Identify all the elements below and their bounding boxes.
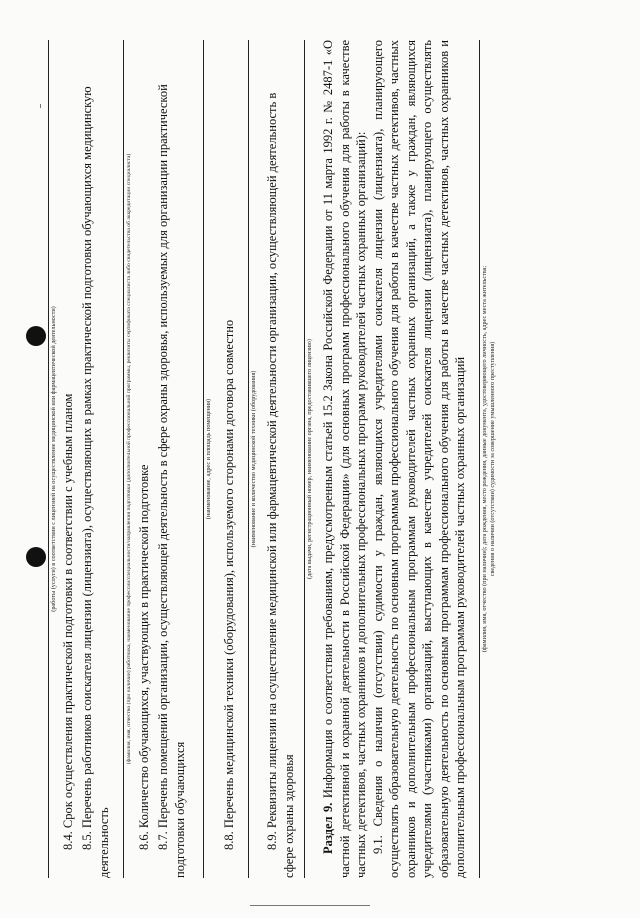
item-8-9-line2: сфере охраны здоровья xyxy=(282,754,296,878)
caption-founders: (фамилия, имя, отчество (при наличии); дата рождения, место рождения, данные документа, удостоверяющего личность, адрес места жительства; xyxy=(480,265,488,653)
caption-premises: (наименование, адрес и площадь помещения) xyxy=(205,398,212,520)
blank-line-premises xyxy=(203,40,204,878)
section-9-paragraph xyxy=(320,40,370,878)
document-body xyxy=(40,40,497,878)
section-9-text: Информация о соответствии требованиям, предусмотренным статьей 15.2 Закона Российской Федерации от 11 марта 1992 г. № 2487-1 «О частной детективной и охранной деятельности в Российской Федерации» (для основных программ профессионального обучения для работы в качестве частных детективов, частных охранников и дополнительных профессиональных программ руководителей частных охранных организаций): xyxy=(321,40,368,878)
blank-line-works xyxy=(48,40,49,878)
blank-line-founders xyxy=(479,40,480,878)
item-8-8: 8.8. Перечень медицинской техники (оборудования), используемого сторонами договора совместно xyxy=(222,319,236,850)
item-9-1: 9.1. Сведения о наличии (отсутствии) судимости у граждан, являющихся учредителями соискателя лицензии (лицензиата), планирующего осуществлять образовательную деятельность по основным программам профессионального обучения для работы в качестве частных детективов, частных охранников и дополнительным профессиональным программам руководителей частных охранных организаций, а также у граждан, являющихся учредителями (участниками) организаций, выступающих в качестве учредителей соискателя лицензии (лицензиата), планирующего осуществлять образовательную деятельность по основным программам профессионального обучения для работы в качестве частных детективов, частных охранников и дополнительным профессиональным программам руководителей частных охранных организаций xyxy=(370,40,467,878)
section-9-heading: Раздел 9. xyxy=(321,802,335,854)
blank-line-license xyxy=(304,40,305,878)
caption-works-services: (работы (услуги) в соответствии с лицензией на осуществление медицинской или фармацевтической деятельности) xyxy=(50,306,57,612)
caption-equipment: (наименование и количество медицинской техники (оборудования) xyxy=(250,370,257,548)
item-8-5-line2: деятельность xyxy=(97,807,111,878)
item-8-4: 8.4. Срок осуществления практической подготовки в соответствии с учебным планом xyxy=(61,393,75,850)
caption-staff-names: (фамилия, имя, отчество (при наличии) работника, наименование профессии/специальности/направления подготовки (дополнительной профессиональной программы, реквизиты сертификата специалиста либо свидетельства об аккредитации специалиста) xyxy=(126,153,132,765)
caption-license-details: (дата выдачи, регистрационный номер, наименование органа, предоставившего лицензию) xyxy=(306,339,313,579)
caption-founders-2: сведения о наличии (отсутствии) судимости за совершение умышленного преступления) xyxy=(488,341,496,577)
item-8-5-line1: 8.5. Перечень работников соискателя лицензии (лицензиата), осуществляющих в рамках практической подготовки обучающихся медицинскую xyxy=(80,86,94,850)
item-8-7-line1: 8.7. Перечень помещений организации, осуществляющей деятельность в сфере охраны здоровья, используемых для организации практической xyxy=(156,84,170,850)
blank-line-equipment xyxy=(248,40,249,878)
item-8-7-line2: подготовки обучающихся xyxy=(173,741,187,878)
item-8-9-line1: 8.9. Реквизиты лицензии на осуществление медицинской или фармацевтической деятельности организации, осуществляющей деятельность в xyxy=(265,92,279,850)
blank-line-staff xyxy=(123,40,124,878)
item-8-6: 8.6. Количество обучающихся, участвующих в практической подготовке xyxy=(137,464,151,850)
